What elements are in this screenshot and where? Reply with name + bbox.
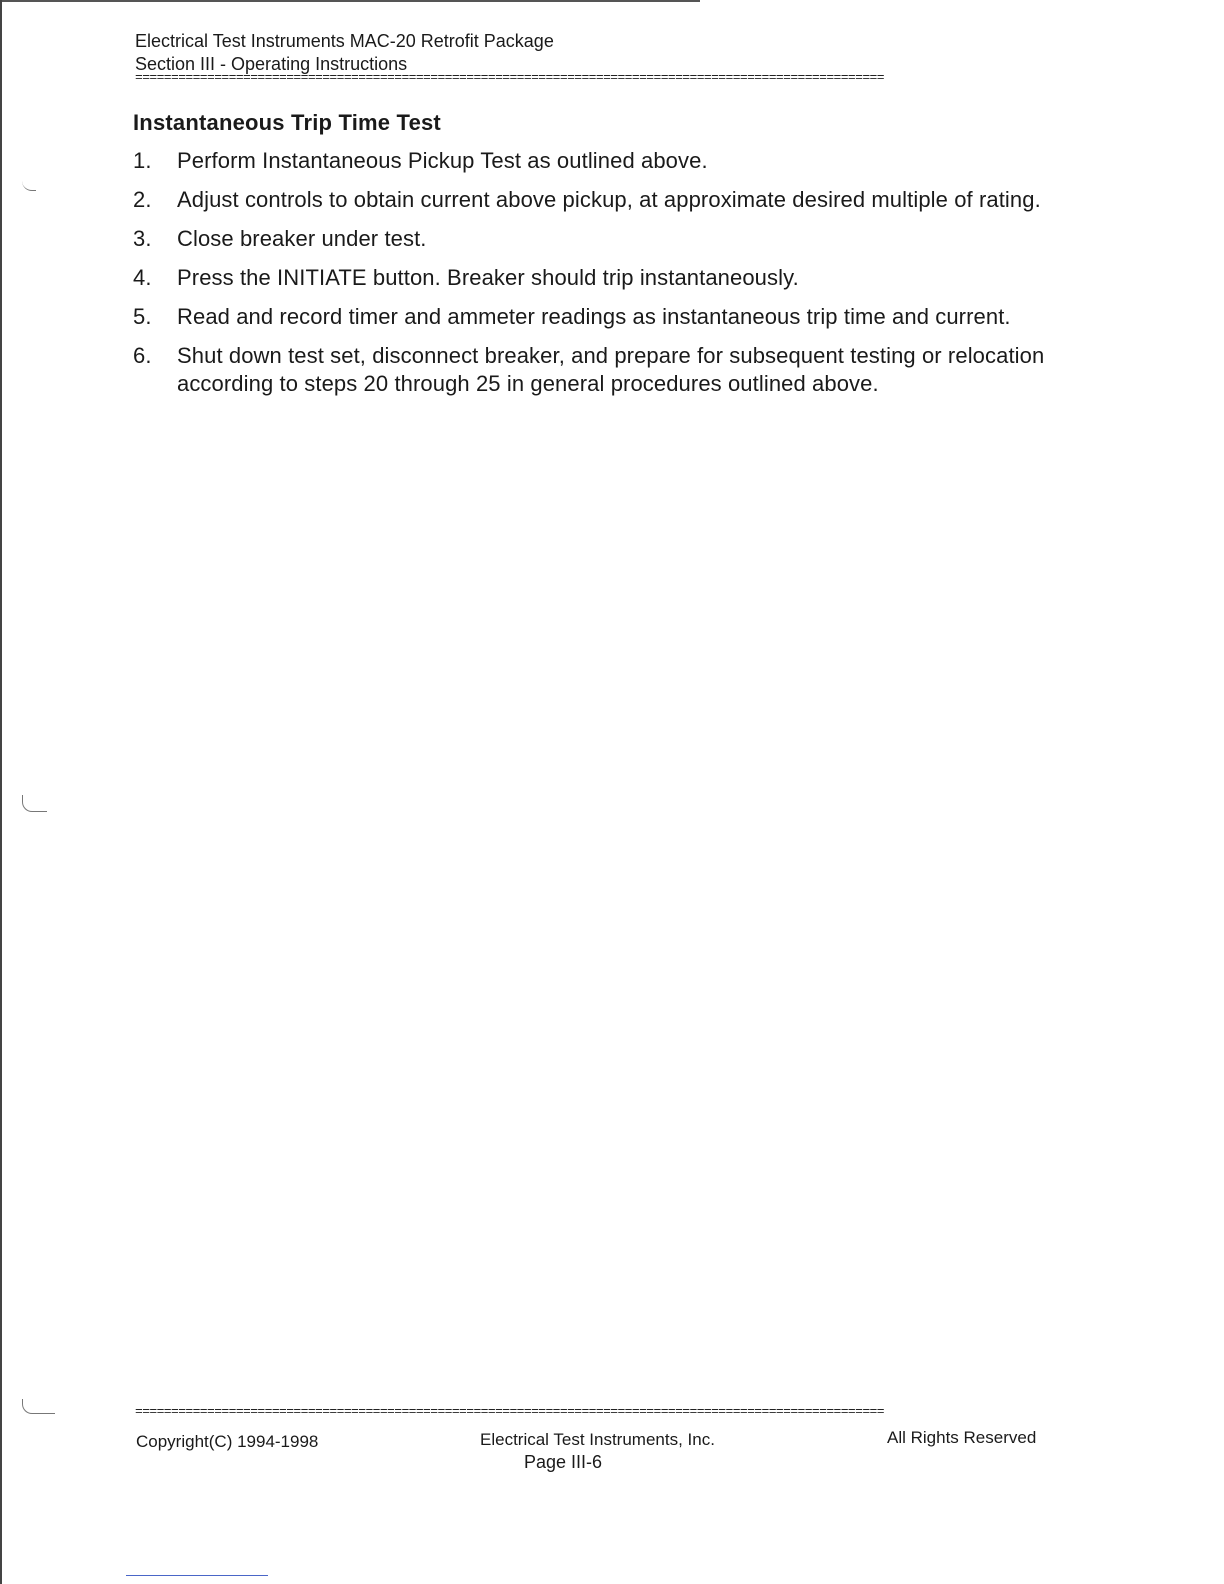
page-header — [135, 30, 554, 76]
step-number: 2. — [133, 187, 152, 212]
scan-edge-top — [0, 0, 700, 2]
steps-list — [133, 147, 1053, 409]
scan-mark — [22, 1399, 55, 1414]
page-number: Page III-6 — [524, 1452, 603, 1472]
step-text: Adjust controls to obtain current above pickup, at approximate desired multiple of rating. — [177, 187, 1041, 212]
step-text: Press the INITIATE button. Breaker should trip instantaneously. — [177, 265, 799, 290]
list-item — [133, 147, 1053, 175]
header-title: Electrical Test Instruments MAC-20 Retrofit Package — [135, 31, 554, 51]
header-section: Section III - Operating Instructions — [135, 54, 408, 74]
scan-mark — [22, 180, 36, 191]
step-text: Read and record timer and ammeter readings as instantaneous trip time and current. — [177, 304, 1011, 329]
step-number: 5. — [133, 304, 152, 329]
list-item — [133, 303, 1053, 331]
list-item — [133, 186, 1053, 214]
list-item — [133, 225, 1053, 253]
footer-rights: All Rights Reserved — [887, 1428, 1037, 1447]
footer-rule: ======================================================================================================== — [135, 1407, 884, 1419]
step-number: 1. — [133, 148, 152, 173]
step-number: 6. — [133, 343, 152, 368]
header-rule: ======================================================================================================== — [135, 73, 884, 85]
step-number: 4. — [133, 265, 152, 290]
step-text: Perform Instantaneous Pickup Test as outlined above. — [177, 148, 708, 173]
scan-edge-bottom — [126, 1575, 268, 1576]
list-item — [133, 342, 1053, 398]
footer-copyright: Copyright(C) 1994-1998 — [136, 1432, 319, 1451]
step-text: Shut down test set, disconnect breaker, and prepare for subsequent testing or relocation according to steps 20 through 25 in general procedures outlined above. — [177, 343, 1045, 396]
scan-mark — [22, 795, 47, 812]
footer-company: Electrical Test Instruments, Inc. — [480, 1430, 715, 1449]
step-text: Close breaker under test. — [177, 226, 427, 251]
scan-edge-left — [0, 0, 2, 1584]
step-number: 3. — [133, 226, 152, 251]
list-item — [133, 264, 1053, 292]
section-title: Instantaneous Trip Time Test — [133, 110, 441, 135]
